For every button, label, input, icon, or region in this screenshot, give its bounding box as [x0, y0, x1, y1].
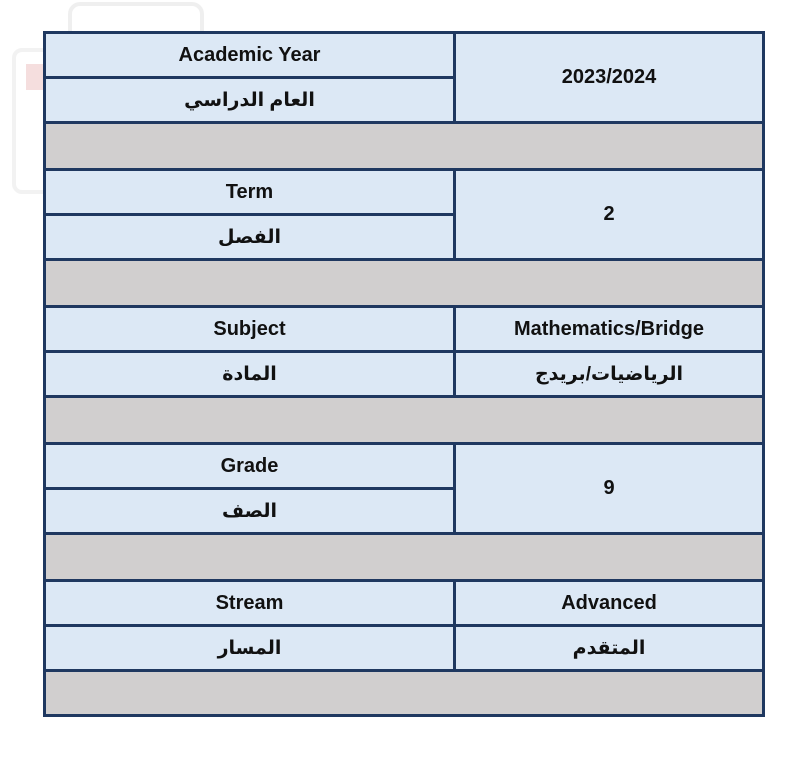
grade-label-ar-text: الصف	[222, 500, 277, 522]
table-row	[45, 581, 764, 626]
separator-cell	[45, 397, 764, 444]
term-label-ar-text: الفصل	[217, 226, 281, 248]
separator-row	[45, 123, 764, 170]
table-row	[45, 307, 764, 352]
stream-label-ar-text: المسار	[217, 637, 282, 659]
separator-row	[45, 397, 764, 444]
info-table	[43, 31, 765, 717]
grade-label-en: Grade	[45, 444, 455, 489]
table-row	[45, 444, 764, 489]
grade-label-ar	[45, 489, 455, 534]
subject-label-en: Subject	[45, 307, 455, 352]
table-row	[45, 626, 764, 671]
subject-label-ar	[45, 352, 455, 397]
separator-row	[45, 671, 764, 716]
separator-cell	[45, 123, 764, 170]
stream-value-ar	[455, 626, 764, 671]
table-row	[45, 33, 764, 78]
subject-value-ar-text: الرياضيات/بريدج	[534, 363, 684, 385]
subject-value-ar	[455, 352, 764, 397]
stream-value-ar-text: المتقدم	[572, 637, 646, 659]
stream-label-en: Stream	[45, 581, 455, 626]
term-value: 2	[455, 170, 764, 260]
subject-value-en: Mathematics/Bridge	[455, 307, 764, 352]
stream-value-en: Advanced	[455, 581, 764, 626]
table-row	[45, 352, 764, 397]
stream-label-ar	[45, 626, 455, 671]
separator-cell	[45, 671, 764, 716]
separator-cell	[45, 260, 764, 307]
grade-value: 9	[455, 444, 764, 534]
table-row	[45, 170, 764, 215]
subject-label-ar-text: المادة	[222, 363, 277, 385]
academic-year-label-ar-text: العام الدراسي	[184, 89, 315, 111]
term-label-en: Term	[45, 170, 455, 215]
separator-cell	[45, 534, 764, 581]
separator-row	[45, 534, 764, 581]
academic-year-label-en: Academic Year	[45, 33, 455, 78]
academic-year-label-ar	[45, 78, 455, 123]
academic-year-value: 2023/2024	[455, 33, 764, 123]
term-label-ar	[45, 215, 455, 260]
separator-row	[45, 260, 764, 307]
